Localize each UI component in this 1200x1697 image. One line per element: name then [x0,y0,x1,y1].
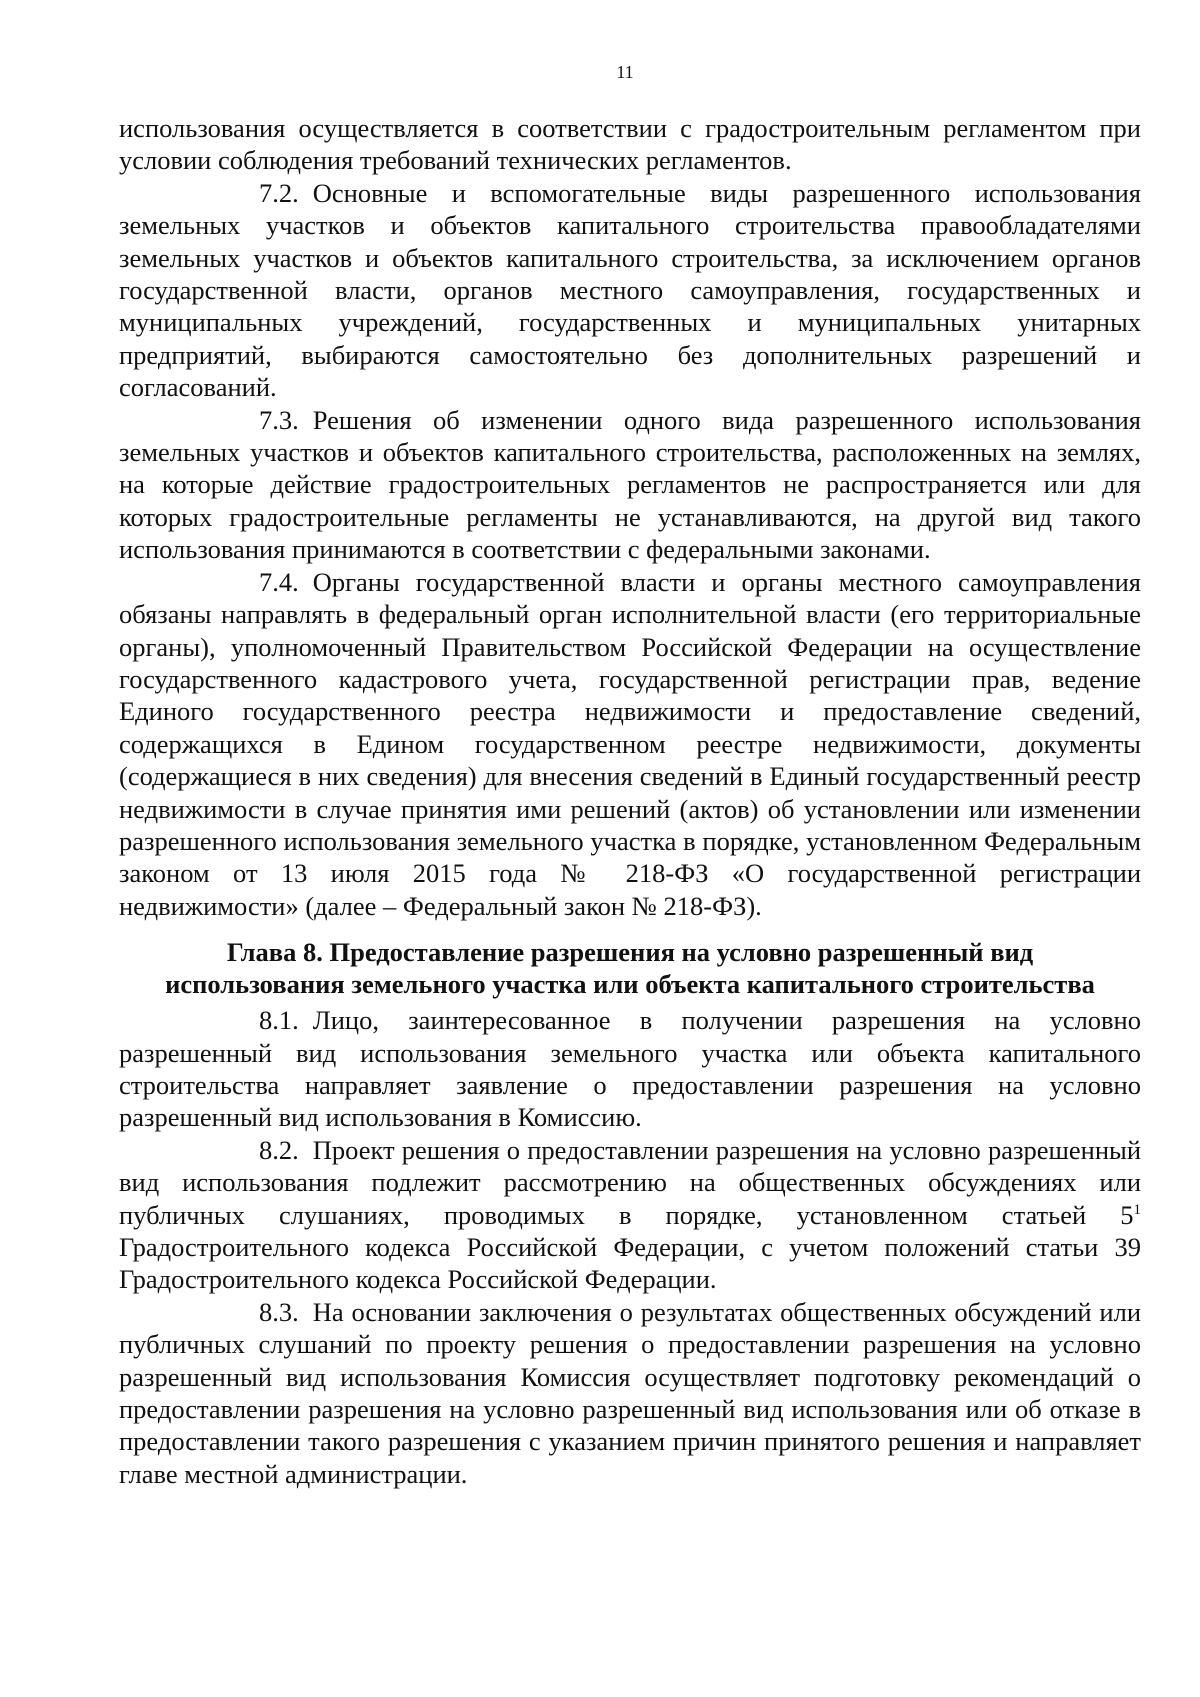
paragraph-number: 7.3. [259,404,299,435]
paragraph-text: На основании заключения о результатах общественных обсуждений или публичных слушаний по проекту решения о предоставлении разрешения на условно разрешенный вид использования Комиссия осуществляет подготовку рекомендаций о предоставлении разрешения на условно разрешенный вид использования или об отказе в предоставлении такого разрешения с указанием причин принятого решения и направляет главе местной администрации. [119,1296,1141,1489]
paragraph-text-continued: Градостроительного кодекса Российской Федерации, с учетом положений статьи 39 Градостроительного кодекса Российской Федерации. [119,1232,1141,1295]
paragraph-continuation [119,112,1141,177]
paragraph-text: Лицо, заинтересованное в получении разрешения на условно разрешенный вид использования земельного участка или объекта капитального строительства направляет заявление о предоставлении разрешения на условно разрешенный вид использования в Комиссию. [119,1005,1141,1133]
paragraph-number: 7.4. [259,566,299,597]
paragraph-7-2 [119,177,1141,404]
paragraph-7-4 [119,566,1141,922]
paragraph-7-3 [119,404,1141,566]
paragraph-8-3 [119,1296,1141,1490]
paragraph-text: Органы государственной власти и органы местного самоуправления обязаны направлять в федеральный орган исполнительной власти (его территориальные органы), уполномоченный Правительством Российской Федерации на осуществление государственного кадастрового учета, государственной регистрации прав, ведение Единого государственного реестра недвижимости и предоставление сведений, содержащихся в Едином государственном реестре недвижимости, документы (содержащиеся в них сведения) для внесения сведений в Единый государственный реестр недвижимости в случае принятия ими решений (актов) об установлении или изменении разрешенного использования земельного участка в порядке, установленном Федеральным законом от 13 июля 2015 года № 218-ФЗ «О государственной регистрации недвижимости» (далее – Федеральный закон № 218-ФЗ). [119,566,1141,921]
paragraph-number: 8.2. [259,1134,299,1165]
article-superscript: 1 [1133,1201,1141,1218]
page-number: 11 [616,62,634,82]
paragraph-number: 8.3. [259,1296,299,1327]
chapter-heading [119,936,1141,1000]
paragraph-text: Основные и вспомогательные виды разрешенного использования земельных участков и объектов капитального строительства правообладателями земельных участков и объектов капитального строительства, за исключением органов государственной власти, органов местного самоуправления, государственных и муниципальных учреждений, государственных и муниципальных унитарных предприятий, выбираются самостоятельно без дополнительных разрешений и согласований. [119,177,1141,403]
paragraph-8-2 [119,1134,1141,1296]
chapter-title-line-1: Глава 8. Предоставление разрешения на условно разрешенный вид [226,937,1034,968]
paragraph-text: использования осуществляется в соответствии с градостроительным регламентом при условии соблюдения требований технических регламентов. [119,113,1141,176]
paragraph-number: 8.1. [259,1005,299,1036]
paragraph-text: Решения об изменении одного вида разрешенного использования земельных участков и объектов капитального строительства, расположенных на землях, на которые действие градостроительных регламентов не распространяется или для которых градостроительные регламенты не устанавливаются, на другой вид такого использования принимаются в соответствии с федеральными законами. [119,404,1141,565]
paragraph-8-1 [119,1004,1141,1134]
chapter-title-line-2: использования земельного участка или объекта капитального строительства [165,969,1095,1000]
document-body [119,112,1141,1490]
paragraph-text: Проект решения о предоставлении разрешения на условно разрешенный вид использования подлежит рассмотрению на общественных обсуждениях или публичных слушаниях, проводимых в порядке, установленном статьей 5 [119,1134,1141,1230]
paragraph-number: 7.2. [259,177,299,208]
